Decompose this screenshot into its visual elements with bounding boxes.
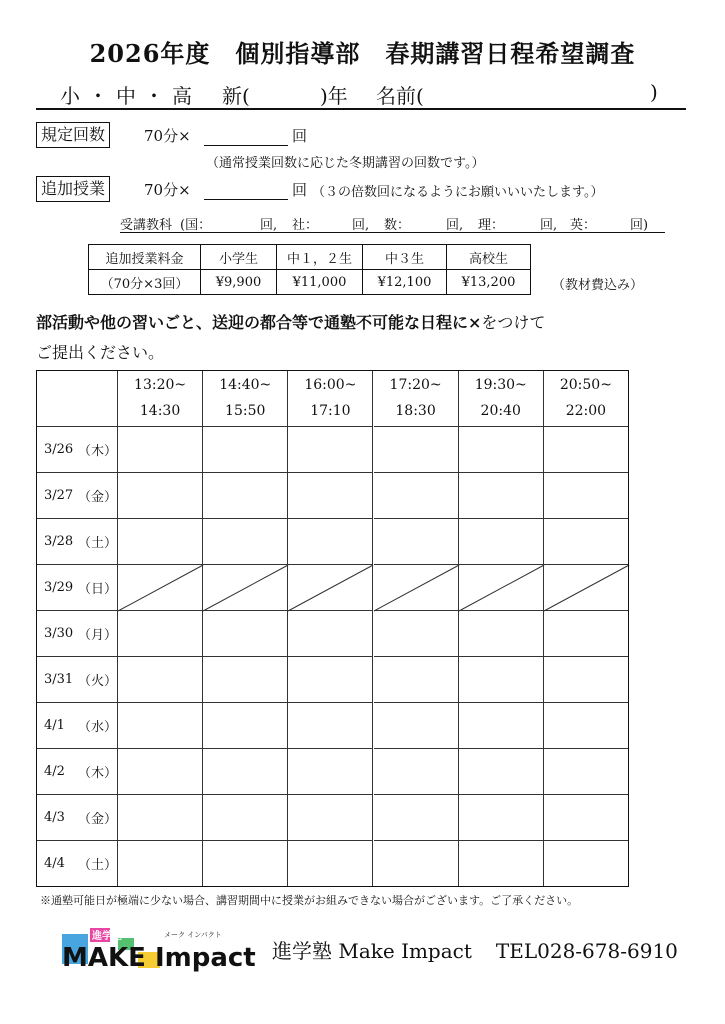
- date-text: 4/4: [44, 856, 65, 871]
- closed-slash: [544, 565, 629, 611]
- time-slot-start: 20:50~: [559, 377, 612, 393]
- schedule-cell[interactable]: [203, 611, 288, 657]
- time-slot-header: [544, 370, 629, 427]
- schedule-cell[interactable]: [374, 703, 459, 749]
- weekday-text: （土）: [78, 858, 118, 873]
- schedule-cell[interactable]: [203, 519, 288, 565]
- grade-options[interactable]: 小・中・高: [60, 84, 200, 108]
- schedule-cell[interactable]: [203, 657, 288, 703]
- schedule-cell[interactable]: [459, 841, 544, 887]
- logo-main-text: MAKE Impact: [62, 943, 256, 973]
- schedule-cell[interactable]: [118, 473, 203, 519]
- subject-sha-unit[interactable]: 回,: [352, 218, 370, 233]
- fee-value: ¥11,000: [277, 270, 363, 295]
- fixed-count-field[interactable]: [204, 126, 288, 146]
- schedule-cell[interactable]: [288, 657, 373, 703]
- schedule-cell[interactable]: [288, 611, 373, 657]
- fee-value-row: [89, 270, 531, 295]
- weekday-text: （木）: [78, 444, 118, 459]
- date-text: 3/29: [44, 580, 74, 595]
- schedule-cell[interactable]: [118, 841, 203, 887]
- subject-ei-unit[interactable]: 回): [630, 218, 649, 233]
- schedule-cell[interactable]: [288, 795, 373, 841]
- schedule-cell-closed: [203, 565, 288, 611]
- time-slot-header: [374, 370, 459, 427]
- schedule-cell[interactable]: [288, 841, 373, 887]
- schedule-cell[interactable]: [374, 473, 459, 519]
- schedule-cell[interactable]: [459, 657, 544, 703]
- footer: [272, 935, 678, 964]
- weekday-text: （土）: [78, 536, 118, 551]
- closed-slash-line: [544, 565, 629, 611]
- fee-value: ¥12,100: [363, 270, 447, 295]
- date-row-label: [36, 427, 118, 473]
- extra-lessons-label: 追加授業: [36, 176, 110, 202]
- schedule-cell[interactable]: [459, 473, 544, 519]
- time-slot-end: 18:30: [395, 403, 436, 419]
- schedule-cell[interactable]: [374, 519, 459, 565]
- fee-header-row: [89, 245, 531, 270]
- schedule-cell[interactable]: [544, 703, 629, 749]
- weekday-text: （金）: [78, 812, 118, 827]
- schedule-cell[interactable]: [459, 703, 544, 749]
- school-logo: [60, 924, 256, 973]
- fixed-duration: 70分×: [144, 127, 191, 145]
- fee-value: ¥13,200: [447, 270, 531, 295]
- schedule-cell[interactable]: [203, 795, 288, 841]
- time-slot-end: 20:40: [480, 403, 521, 419]
- schedule-cell[interactable]: [118, 519, 203, 565]
- date-text: 4/2: [44, 764, 65, 779]
- subject-ri: 理：: [478, 218, 505, 233]
- name-open: 名前(: [376, 84, 424, 108]
- date-text: 3/31: [44, 672, 74, 687]
- date-text: 3/26: [44, 442, 74, 457]
- subject-su-unit[interactable]: 回,: [446, 218, 464, 233]
- student-info-line: [36, 80, 686, 110]
- schedule-cell[interactable]: [544, 427, 629, 473]
- schedule-cell[interactable]: [374, 749, 459, 795]
- logo-graphic: [60, 924, 256, 973]
- extra-note: （３の倍数回になるようにお願いいいたします。）: [312, 185, 604, 200]
- schedule-cell[interactable]: [374, 657, 459, 703]
- weekday-text: （水）: [78, 720, 118, 735]
- logo-top-text: 進学塾: [92, 931, 122, 942]
- time-slot-header: [288, 370, 373, 427]
- time-slot-end: 15:50: [225, 403, 266, 419]
- schedule-cell-closed: [374, 565, 459, 611]
- schedule-grid: [36, 370, 629, 887]
- date-row-label: [36, 565, 118, 611]
- page-title: 2026年度 個別指導部 春期講習日程希望調査: [89, 39, 636, 68]
- closed-slash: [374, 565, 459, 611]
- date-row-label: [36, 749, 118, 795]
- schedule-cell[interactable]: [118, 703, 203, 749]
- subject-kokugo: (国：: [180, 218, 212, 233]
- schedule-cell[interactable]: [374, 841, 459, 887]
- schedule-cell-closed: [118, 565, 203, 611]
- schedule-cell[interactable]: [459, 519, 544, 565]
- schedule-cell[interactable]: [203, 841, 288, 887]
- schedule-cell[interactable]: [374, 795, 459, 841]
- date-text: 3/27: [44, 488, 74, 503]
- instruction-bold: 部活動や他の習いごと、送迎の都合等で通塾不可能な日程に×: [36, 313, 482, 332]
- closed-slash-line: [118, 565, 203, 611]
- new-grade-close: )年: [320, 84, 348, 108]
- time-slot-end: 22:00: [565, 403, 607, 419]
- instruction-line-1: [36, 310, 545, 333]
- time-slot-start: 17:20~: [389, 377, 442, 393]
- fee-value: ¥9,900: [201, 270, 277, 295]
- date-row-label: [36, 703, 118, 749]
- schedule-cell[interactable]: [288, 703, 373, 749]
- subjects-line: [120, 214, 665, 233]
- schedule-cell-closed: [288, 565, 373, 611]
- time-slot-header: [118, 370, 203, 427]
- new-grade-open: 新(: [222, 84, 250, 108]
- time-slot-header: [203, 370, 288, 427]
- fee-header: 小学生: [201, 245, 277, 270]
- closed-slash: [459, 565, 544, 611]
- schedule-cell[interactable]: [459, 749, 544, 795]
- weekday-text: （日）: [78, 582, 118, 597]
- closed-slash-line: [203, 565, 288, 611]
- date-text: 4/1: [44, 718, 65, 733]
- schedule-cell-closed: [459, 565, 544, 611]
- instruction-rest: をつけて: [481, 313, 546, 332]
- schedule-cell[interactable]: [288, 473, 373, 519]
- schedule-cell[interactable]: [203, 749, 288, 795]
- schedule-cell[interactable]: [203, 427, 288, 473]
- fee-note: （教材費込み）: [552, 278, 644, 293]
- date-row-label: [36, 841, 118, 887]
- schedule-cell[interactable]: [118, 611, 203, 657]
- time-slot-end: 17:10: [310, 403, 351, 419]
- weekday-text: （金）: [78, 490, 118, 505]
- schedule-cell[interactable]: [544, 657, 629, 703]
- date-row-label: [36, 611, 118, 657]
- weekday-text: （月）: [78, 628, 118, 643]
- extra-count-field[interactable]: [204, 180, 288, 200]
- time-slot-end: 14:30: [139, 403, 181, 419]
- schedule-cell[interactable]: [544, 795, 629, 841]
- fixed-count-label: 規定回数: [36, 122, 110, 148]
- footer-school: 進学塾 Make Impact: [272, 939, 472, 963]
- time-slot-header: [459, 370, 544, 427]
- schedule-cell[interactable]: [118, 795, 203, 841]
- schedule-cell[interactable]: [544, 473, 629, 519]
- closed-slash: [288, 565, 373, 611]
- extra-unit: 回: [292, 181, 308, 199]
- schedule-cell[interactable]: [203, 703, 288, 749]
- schedule-cell[interactable]: [288, 749, 373, 795]
- name-close: ): [650, 80, 658, 104]
- fee-value: （70分×3回）: [89, 270, 201, 295]
- schedule-cell[interactable]: [544, 519, 629, 565]
- date-row-label: [36, 795, 118, 841]
- date-row-label: [36, 657, 118, 703]
- fee-header: 中３生: [363, 245, 447, 270]
- date-row-label: [36, 519, 118, 565]
- subjects-label: 受講教科: [120, 218, 173, 233]
- date-row-label: [36, 473, 118, 519]
- time-slot-start: 19:30~: [474, 377, 527, 393]
- schedule-cell[interactable]: [203, 473, 288, 519]
- subject-sha: 社：: [292, 218, 319, 233]
- subject-ri-unit[interactable]: 回,: [540, 218, 558, 233]
- schedule-cell[interactable]: [544, 841, 629, 887]
- subject-kokugo-unit[interactable]: 回,: [260, 218, 278, 233]
- closed-slash-line: [374, 565, 459, 611]
- time-slot-start: 16:00~: [304, 377, 357, 393]
- fee-table: [88, 244, 531, 295]
- closed-slash-line: [288, 565, 373, 611]
- fee-header: 高校生: [447, 245, 531, 270]
- schedule-corner: [36, 370, 118, 427]
- extra-duration: 70分×: [144, 181, 191, 199]
- schedule-cell[interactable]: [374, 427, 459, 473]
- schedule-cell[interactable]: [118, 427, 203, 473]
- footer-tel: TEL028-678-6910: [495, 939, 678, 963]
- subject-su: 数：: [384, 218, 411, 233]
- weekday-text: （木）: [78, 766, 118, 781]
- date-text: 4/3: [44, 810, 65, 825]
- date-text: 3/30: [44, 626, 74, 641]
- schedule-cell[interactable]: [544, 611, 629, 657]
- footnote: ※通塾可能日が極端に少ない場合、講習期間中に授業がお組みできない場合がございます。ご了承ください。: [40, 894, 579, 907]
- weekday-text: （火）: [78, 674, 118, 689]
- schedule-cell[interactable]: [459, 611, 544, 657]
- schedule-cell[interactable]: [544, 749, 629, 795]
- schedule-cell[interactable]: [118, 749, 203, 795]
- schedule-cell[interactable]: [118, 657, 203, 703]
- date-text: 3/28: [44, 534, 74, 549]
- schedule-cell[interactable]: [374, 611, 459, 657]
- schedule-cell[interactable]: [288, 427, 373, 473]
- logo-ruby: メーク インパクト: [164, 931, 222, 939]
- schedule-cell-closed: [544, 565, 629, 611]
- closed-slash: [118, 565, 203, 611]
- schedule-cell[interactable]: [459, 427, 544, 473]
- fee-header: 追加授業料金: [89, 245, 201, 270]
- fixed-note: （通常授業回数に応じた冬期講習の回数です。）: [206, 156, 485, 171]
- time-slot-start: 14:40~: [219, 377, 272, 393]
- time-slot-start: 13:20~: [134, 377, 187, 393]
- instruction-line-2: ご提出ください。: [36, 343, 165, 362]
- schedule-cell[interactable]: [459, 795, 544, 841]
- closed-slash: [203, 565, 288, 611]
- subject-ei: 英：: [570, 218, 597, 233]
- schedule-cell[interactable]: [288, 519, 373, 565]
- fixed-unit: 回: [292, 127, 308, 145]
- closed-slash-line: [459, 565, 544, 611]
- fee-header: 中１，２生: [277, 245, 363, 270]
